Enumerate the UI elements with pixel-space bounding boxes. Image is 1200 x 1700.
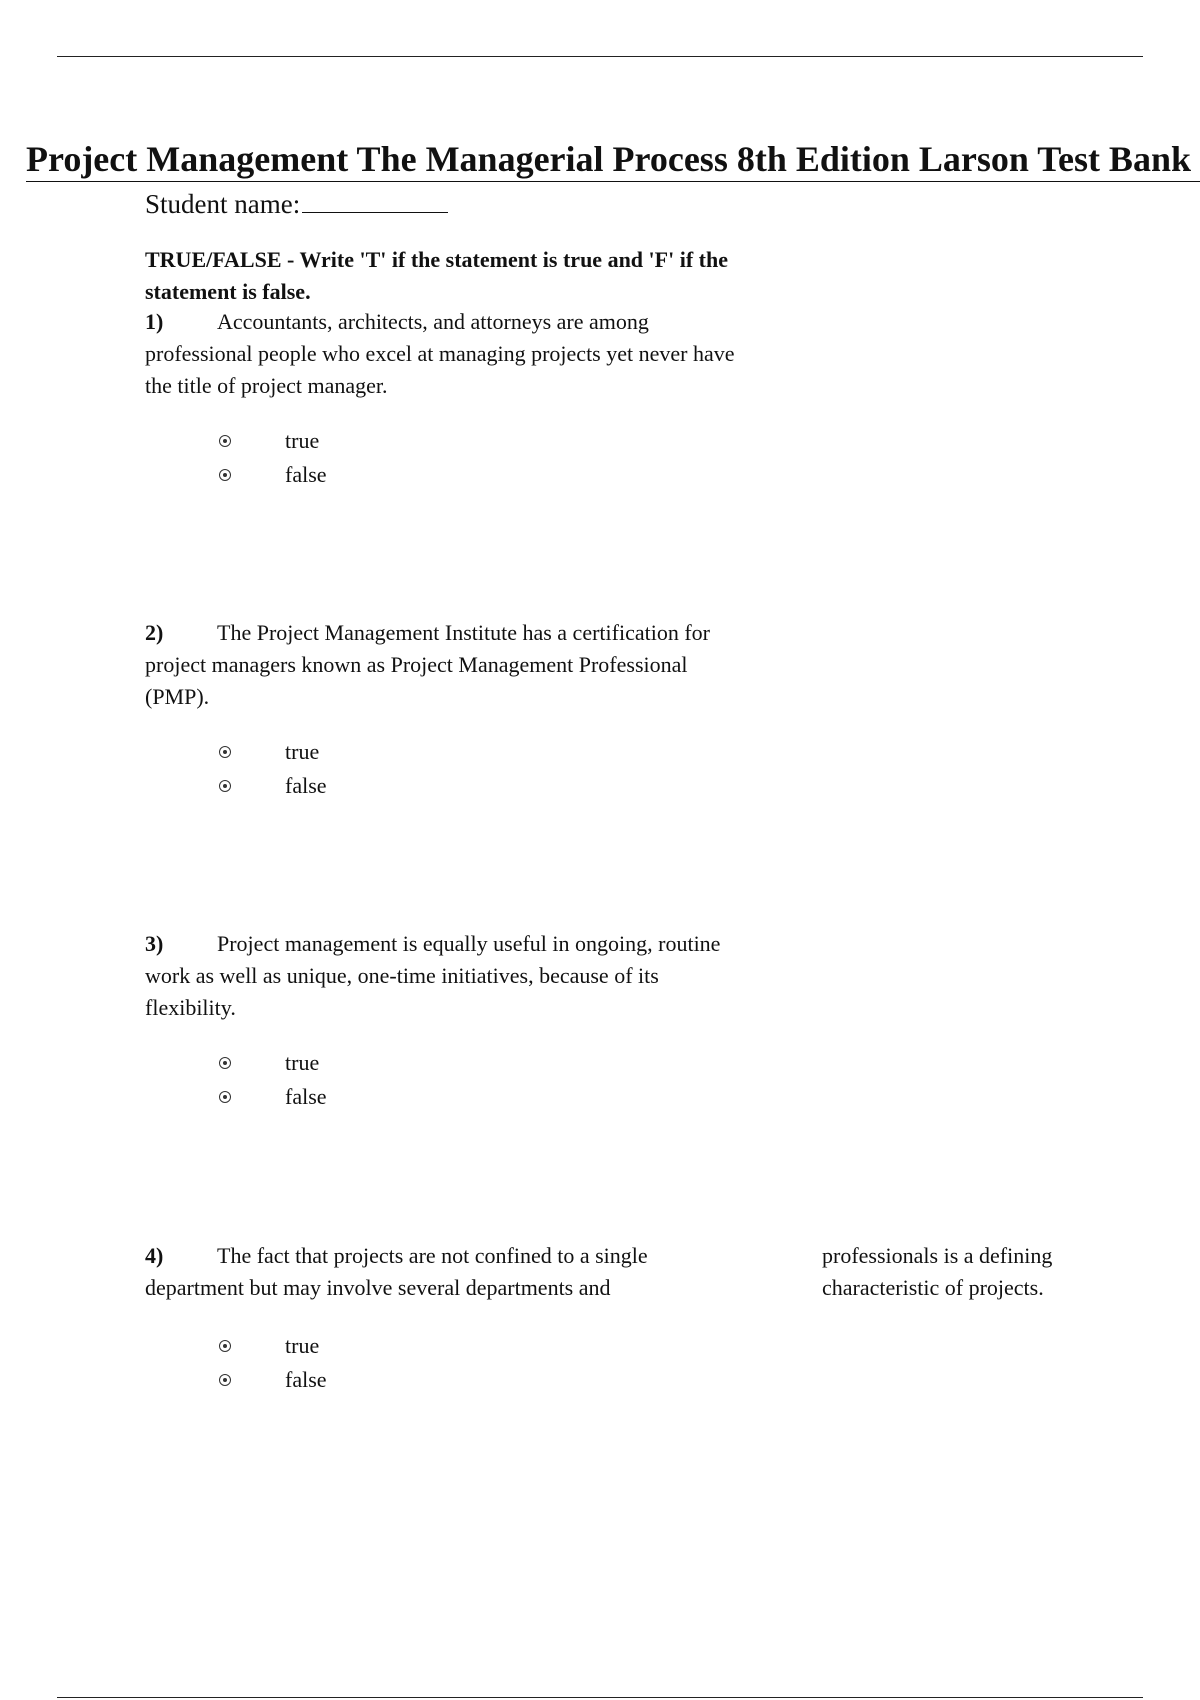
radio-button-icon[interactable] [219, 780, 231, 792]
question-4-text-continued: professionals is a defining characteristic of projects. [822, 1243, 1053, 1300]
instructions: TRUE/FALSE - Write 'T' if the statement is true and 'F' if the statement is false. [145, 247, 728, 304]
student-name-blank[interactable] [302, 186, 448, 213]
question-3-options [219, 1046, 327, 1114]
option-false[interactable] [219, 1080, 327, 1114]
question-1-options [219, 424, 327, 492]
document-title: Project Management The Managerial Process 8th Edition Larson Test Bank [26, 137, 1200, 182]
question-number: 3) [145, 931, 164, 956]
option-label: true [285, 1333, 320, 1358]
option-label: true [285, 739, 320, 764]
option-label: true [285, 1050, 320, 1075]
option-label: true [285, 428, 320, 453]
student-name-row [145, 186, 448, 220]
radio-button-icon[interactable] [219, 746, 231, 758]
option-false[interactable] [219, 458, 327, 492]
option-label: false [285, 773, 327, 798]
question-3 [145, 928, 755, 1024]
option-true[interactable] [219, 424, 327, 458]
option-false[interactable] [219, 769, 327, 803]
question-number: 1) [145, 309, 164, 334]
option-true[interactable] [219, 1329, 327, 1363]
bottom-rule [57, 1697, 1143, 1698]
radio-button-icon[interactable] [219, 1340, 231, 1352]
question-text: The Project Management Institute has a certification for project managers known as Project Management Professional (PMP). [145, 620, 710, 709]
question-text: The fact that projects are not confined to a single department but may involve several departments and [145, 1243, 648, 1300]
option-true[interactable] [219, 1046, 327, 1080]
question-1 [145, 306, 755, 402]
option-label: false [285, 462, 327, 487]
radio-button-icon[interactable] [219, 469, 231, 481]
question-text: Accountants, architects, and attorneys are among professional people who excel at managing projects yet never have the title of project manager. [145, 309, 735, 398]
option-label: false [285, 1367, 327, 1392]
question-2-options [219, 735, 327, 803]
option-label: false [285, 1084, 327, 1109]
question-4-options [219, 1329, 327, 1397]
radio-button-icon[interactable] [219, 1057, 231, 1069]
question-text: Project management is equally useful in ongoing, routine work as well as unique, one-time initiatives, because of its flexibility. [145, 931, 721, 1020]
question-number: 4) [145, 1243, 164, 1268]
radio-button-icon[interactable] [219, 435, 231, 447]
radio-button-icon[interactable] [219, 1091, 231, 1103]
option-true[interactable] [219, 735, 327, 769]
question-4 [145, 1240, 755, 1304]
top-rule [57, 56, 1143, 57]
question-2 [145, 617, 755, 713]
student-name-label: Student name: [145, 189, 301, 219]
option-false[interactable] [219, 1363, 327, 1397]
radio-button-icon[interactable] [219, 1374, 231, 1386]
question-number: 2) [145, 620, 164, 645]
